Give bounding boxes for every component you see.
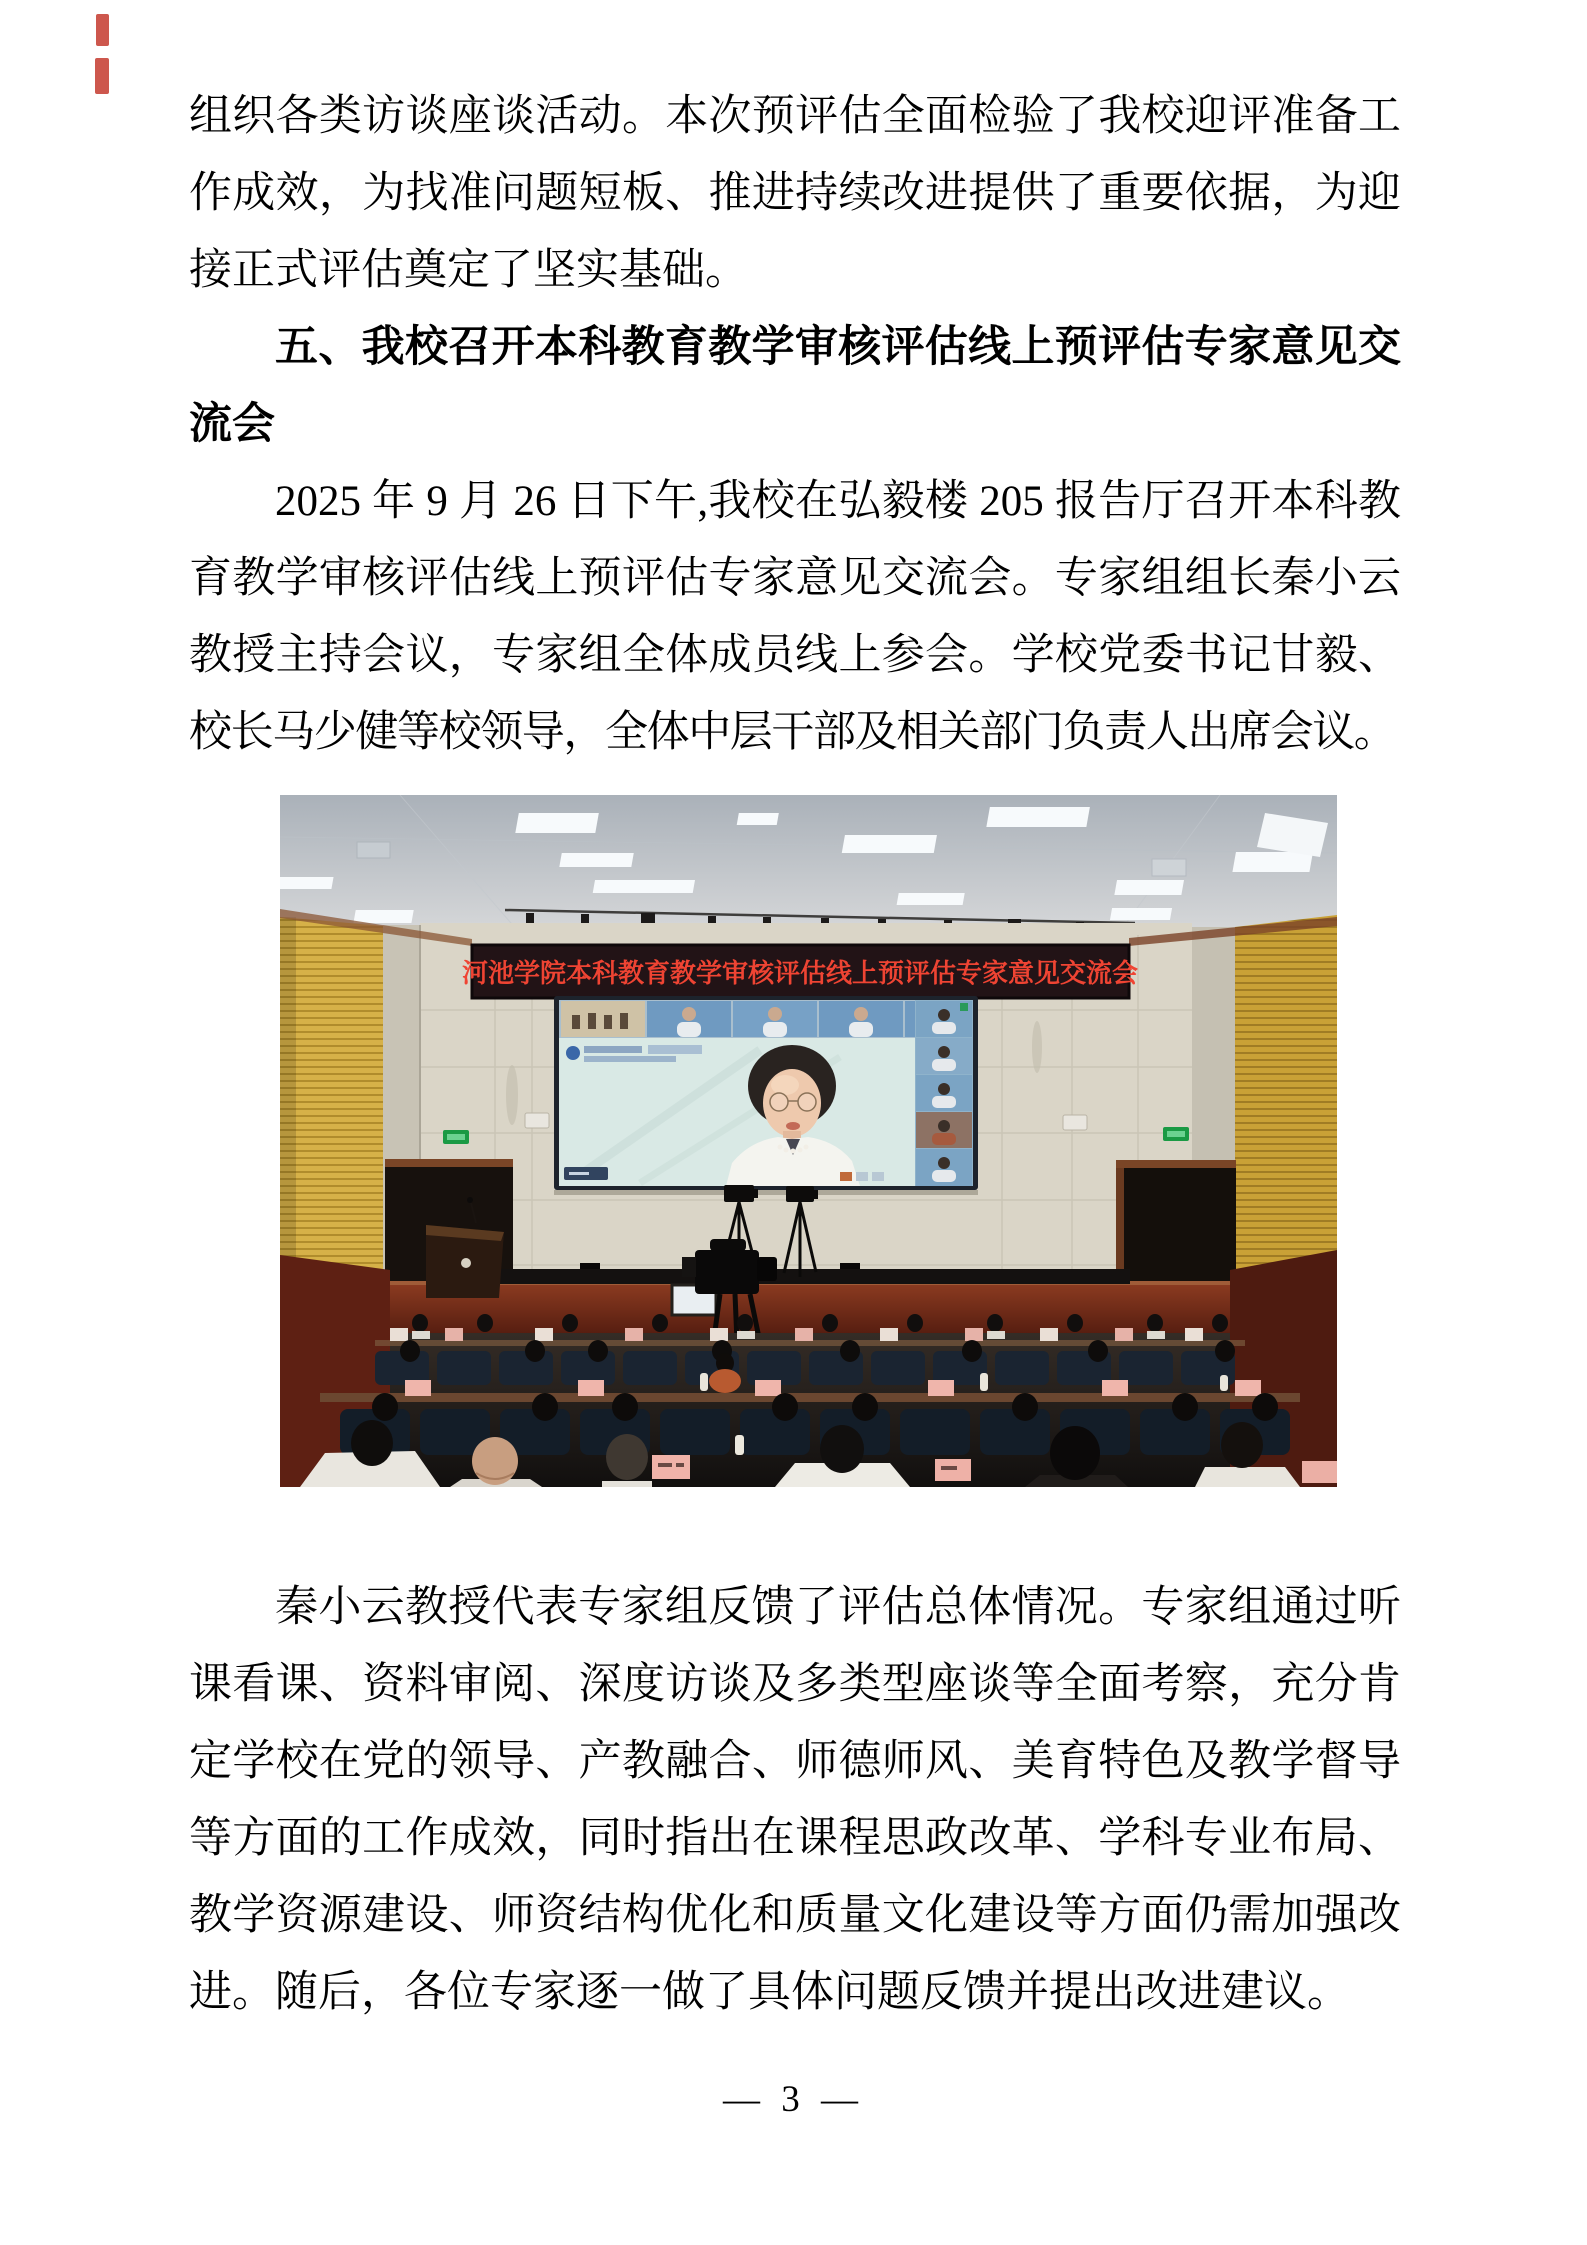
paragraph-2 — [189, 463, 1401, 771]
paragraph-line: 接正式评估奠定了坚实基础。 — [189, 247, 748, 294]
ceiling — [280, 795, 1337, 945]
paragraph-line: 育教学审核评估线上预评估专家意见交流会。专家组组长秦小云 — [189, 555, 1401, 602]
video-thumbnails-right — [915, 1000, 973, 1186]
paragraph-line: 教学资源建设、师资结构优化和质量文化建设等方面仍需加强改 — [189, 1892, 1401, 1939]
paragraph-line: 等方面的工作成效，同时指出在课程思政改革、学科专业布局、 — [189, 1815, 1401, 1862]
paragraph-1 — [189, 78, 1401, 309]
exit-sign-left — [443, 1130, 469, 1144]
paragraph-line: 2025 年 9 月 26 日下午,我校在弘毅楼 205 报告厅召开本科教 — [275, 478, 1401, 525]
heading-line: 五、我校召开本科教育教学审核评估线上预评估专家意见交 — [275, 323, 1401, 371]
paragraph-line: 作成效，为找准问题短板、推进持续改进提供了重要依据，为迎 — [189, 170, 1401, 217]
paragraph-line: 组织各类访谈座谈活动。本次预评估全面检验了我校迎评准备工 — [189, 93, 1401, 140]
projection-screen — [554, 996, 978, 1195]
paragraph-line: 教授主持会议，专家组全体成员线上参会。学校党委书记甘毅、 — [189, 632, 1401, 679]
paragraph-line: 秦小云教授代表专家组反馈了评估总体情况。专家组通过听 — [275, 1584, 1401, 1631]
banner-text: 河池学院本科教育教学审核评估线上预评估专家意见交流会 — [461, 959, 1139, 988]
section-heading — [189, 309, 1401, 463]
document-body — [189, 78, 1401, 2031]
heading-line: 流会 — [189, 400, 275, 448]
wall-plaque-right — [1063, 1115, 1087, 1130]
meeting-photo — [280, 795, 1337, 1487]
paragraph-line: 校长马少健等校领导，全体中层干部及相关部门负责人出席会议。 — [189, 709, 1396, 756]
page-number: — 3 — — [723, 2079, 864, 2120]
red-edge-mark — [96, 14, 109, 46]
led-banner — [462, 945, 1138, 998]
paragraph-3 — [189, 1569, 1401, 2031]
wall-plaque-left — [525, 1113, 549, 1128]
video-thumbnails-top — [559, 1000, 915, 1038]
paragraph-line: 进。随后，各位专家逐一做了具体问题反馈并提出改进建议。 — [189, 1969, 1350, 2016]
red-edge-mark — [95, 58, 109, 94]
wood-wall-right — [1235, 915, 1337, 1295]
exit-sign-right — [1163, 1127, 1189, 1141]
main-speaker-video — [559, 1038, 915, 1186]
paragraph-line: 定学校在党的领导、产教融合、师德师风、美育特色及教学督导 — [189, 1738, 1401, 1785]
paragraph-line: 课看课、资料审阅、深度访谈及多类型座谈等全面考察，充分肯 — [189, 1661, 1401, 1708]
